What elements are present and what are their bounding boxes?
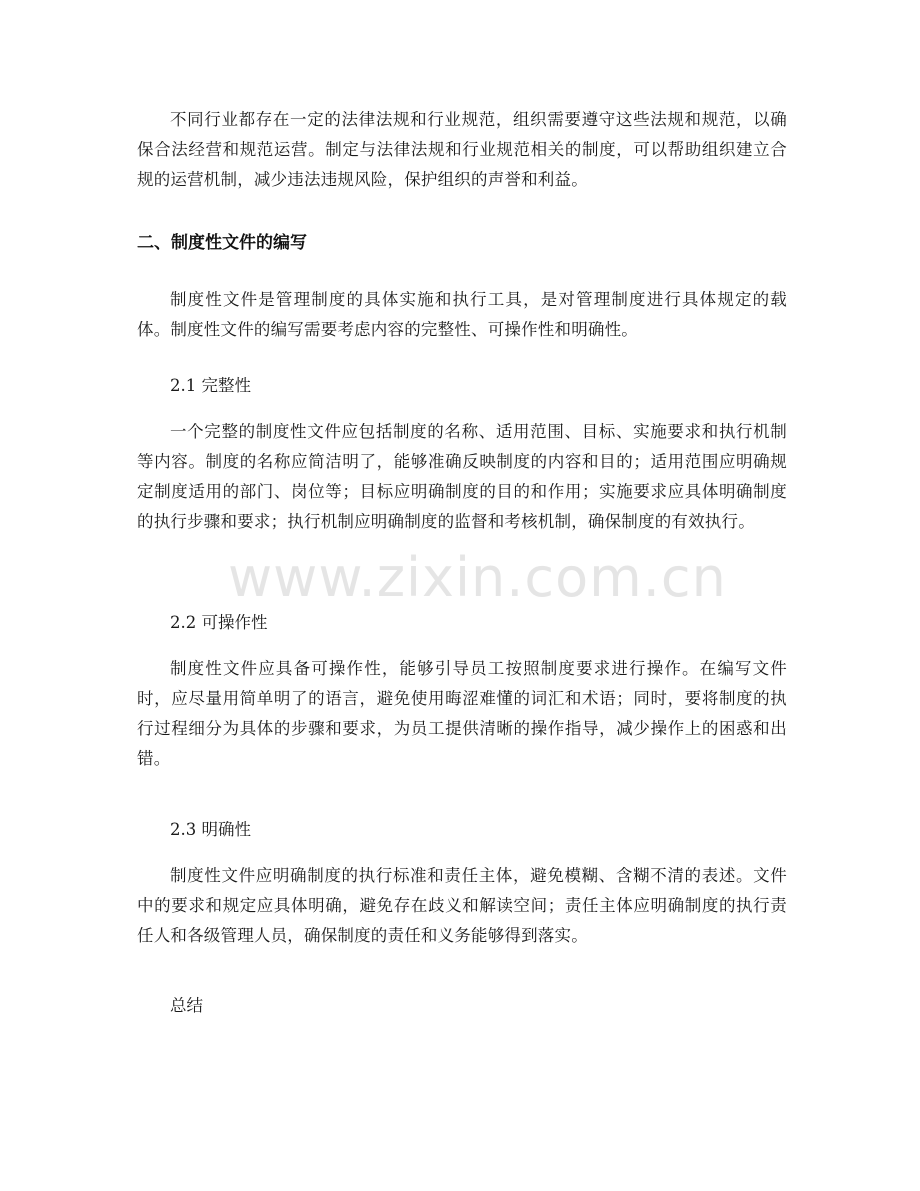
section-heading-2: 二、制度性文件的编写 [137,233,307,253]
subheading-2-2: 2.2 可操作性 [170,613,268,632]
paragraph-compliance: 不同行业都存在一定的法律法规和行业规范，组织需要遵守这些法规和规范，以确保合法经营和规范运营。制定与法律法规和行业规范相关的制度，可以帮助组织建立合规的运营机制，减少违法违规风险，保护组织的声誉和利益。 [137,110,787,189]
subheading-2-1: 2.1 完整性 [170,376,251,395]
summary-heading: 总结 [170,996,203,1015]
watermark-text: www.zixin.com.cn [228,546,727,609]
paragraph-2-3: 制度性文件应明确制度的执行标准和责任主体，避免模糊、含糊不清的表述。文件中的要求和规定应具体明确，避免存在歧义和解读空间；责任主体应明确制度的执行责任人和各级管理人员，确保制度的责任和义务能够得到落实。 [137,866,787,945]
paragraph-2-1: 一个完整的制度性文件应包括制度的名称、适用范围、目标、实施要求和执行机制等内容。制度的名称应简洁明了，能够准确反映制度的内容和目的；适用范围应明确规定制度适用的部门、岗位等；目标应明确制度的目的和作用；实施要求应具体明确制度的执行步骤和要求；执行机制应明确制度的监督和考核机制，确保制度的有效执行。 [137,422,787,531]
paragraph-2-2: 制度性文件应具备可操作性，能够引导员工按照制度要求进行操作。在编写文件时，应尽量用简单明了的语言，避免使用晦涩难懂的词汇和术语；同时，要将制度的执行过程细分为具体的步骤和要求，为员工提供清晰的操作指导，减少操作上的困惑和出错。 [137,659,787,768]
paragraph-intro-2: 制度性文件是管理制度的具体实施和执行工具，是对管理制度进行具体规定的载体。制度性文件的编写需要考虑内容的完整性、可操作性和明确性。 [137,290,787,339]
subheading-2-3: 2.3 明确性 [170,820,251,839]
